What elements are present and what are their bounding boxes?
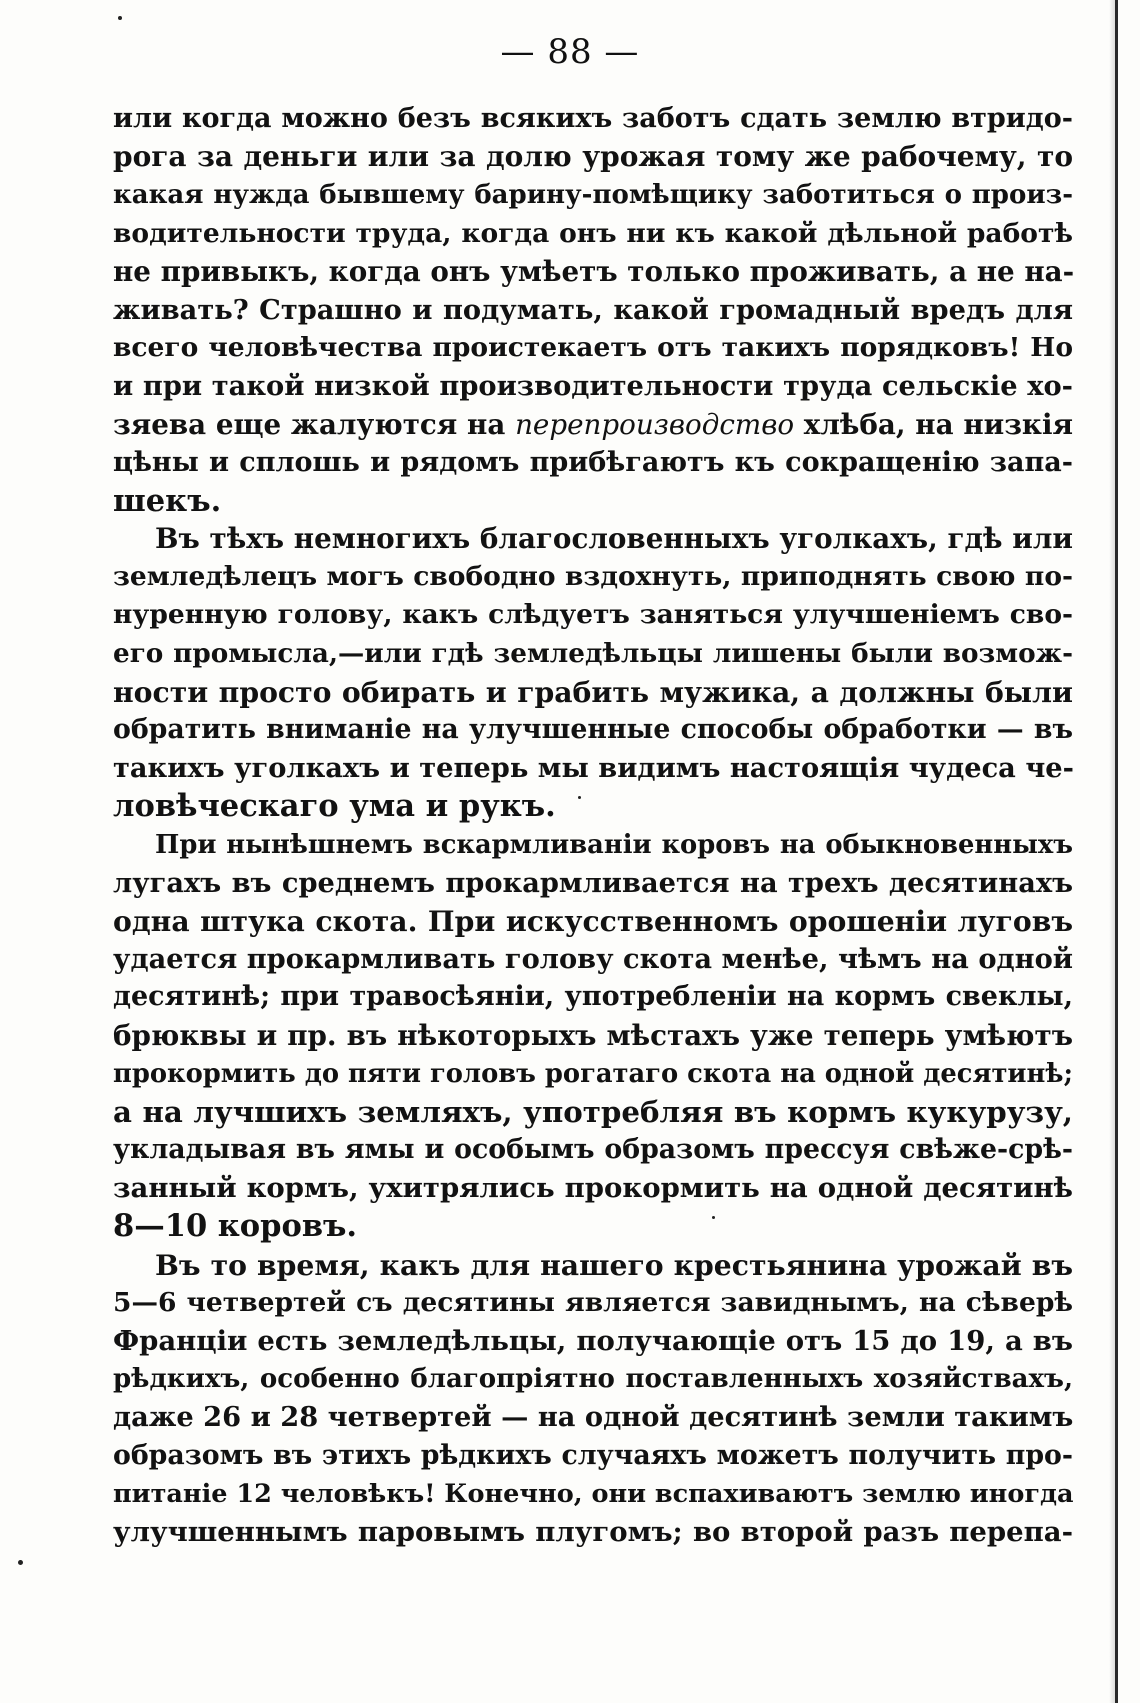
print-speck — [578, 796, 581, 799]
text-line: улучшеннымъ паровымъ плугомъ; во второй разъ перепа- — [113, 1515, 1073, 1548]
text-line: 5—6 четвертей съ десятины является завиднымъ, на сѣверѣ — [113, 1286, 1073, 1318]
text-line: Франціи есть земледѣльцы, получающіе отъ 15 до 19, а въ — [113, 1325, 1073, 1357]
body-text — [113, 100, 1073, 1551]
text-line: ности просто обирать и грабить мужика, а должны были — [113, 674, 1073, 709]
text-line: живать? Страшно и подумать, какой громадный вредъ для — [113, 293, 1073, 326]
italic-term: перепроизводство — [515, 407, 795, 441]
text-line: цѣны и сплошь и рядомъ прибѣгаютъ къ сокращенію запа- — [113, 446, 1073, 478]
text-line: 8—10 коровъ. — [113, 1208, 358, 1245]
text-line: или когда можно безъ всякихъ заботъ сдать землю втридо- — [113, 103, 1073, 134]
text-line: рѣдкихъ, особенно благопріятно поставленныхъ хозяйствахъ, — [113, 1364, 1073, 1395]
text-line: а на лучшихъ земляхъ, употребляя въ кормъ кукурузу, — [113, 1094, 1073, 1129]
text-line: образомъ въ этихъ рѣдкихъ случаяхъ можетъ получить про- — [113, 1439, 1073, 1471]
text-line: занный кормъ, ухитрялись прокормить на одной десятинѣ — [113, 1172, 1073, 1205]
text-line: укладывая въ ямы и особымъ образомъ прессуя свѣже-срѣ- — [113, 1134, 1073, 1166]
print-speck — [18, 1560, 23, 1565]
text-line: одна штука скота. При искусственномъ орошеніи луговъ — [113, 903, 1073, 938]
page-number: — 88 — — [500, 32, 640, 72]
page-edge — [1115, 0, 1118, 1703]
text-line: не привыкъ, когда онъ умѣетъ только проживать, а не на- — [113, 254, 1075, 288]
text-line: шекъ. — [113, 482, 222, 519]
text-line: какая нужда бывшему барину-помѣщику заботиться о произ- — [113, 180, 1073, 211]
text-line: прокормить до пяти головъ рогатаго скота на одной десятинѣ; — [113, 1058, 1073, 1089]
text-line — [113, 406, 1073, 444]
text-line: такихъ уголкахъ и теперь мы видимъ настоящія чудеса че- — [113, 752, 1074, 785]
text-line: всего человѣчества проистекаетъ отъ такихъ порядковъ! Но — [113, 332, 1073, 364]
text-line: и при такой низкой производительности труда сельскіе хо- — [113, 370, 1073, 403]
text-segment: хлѣба, на низкія — [794, 407, 1074, 441]
text-line: рога за деньги или за долю урожая тому же рабочему, то — [113, 140, 1073, 174]
text-line: питаніе 12 человѣкъ! Конечно, они вспахиваютъ землю иногда — [113, 1478, 1074, 1509]
text-line: нуренную голову, какъ слѣдуетъ заняться улучшеніемъ сво- — [113, 599, 1073, 631]
text-line: водительности труда, когда онъ ни къ какой дѣльной работѣ — [113, 217, 1073, 249]
text-line: ловѣческаго ума и рукъ. — [113, 788, 556, 825]
text-line: При нынѣшнемъ вскармливаніи коровъ на обыкновенныхъ — [155, 829, 1073, 860]
print-speck — [118, 16, 122, 20]
text-line: Въ тѣхъ немногихъ благословенныхъ уголкахъ, гдѣ или — [155, 522, 1073, 556]
text-line: десятинѣ; при травосѣяніи, употребленіи на кормъ свеклы, — [113, 981, 1073, 1013]
text-line: обратить вниманіе на улучшенные способы обработки — въ — [113, 714, 1073, 745]
text-line: лугахъ въ среднемъ прокармливается на трехъ десятинахъ — [113, 866, 1073, 899]
text-line: земледѣлецъ могъ свободно вздохнуть, приподнять свою по- — [113, 561, 1073, 593]
text-line: брюквы и пр. въ нѣкоторыхъ мѣстахъ уже теперь умѣютъ — [113, 1018, 1073, 1052]
text-segment: зяева еще жалуются на — [113, 407, 516, 441]
text-line: удается прокармливать голову скота менѣе, чѣмъ на одной — [113, 943, 1073, 976]
print-speck — [712, 1216, 715, 1219]
text-line: даже 26 и 28 четвертей — на одной десятинѣ земли такимъ — [113, 1401, 1074, 1434]
text-line: Въ то время, какъ для нашего крестьянина урожай въ — [155, 1247, 1073, 1282]
text-line: его промысла,—или гдѣ земледѣльцы лишены были возмож- — [113, 637, 1073, 669]
